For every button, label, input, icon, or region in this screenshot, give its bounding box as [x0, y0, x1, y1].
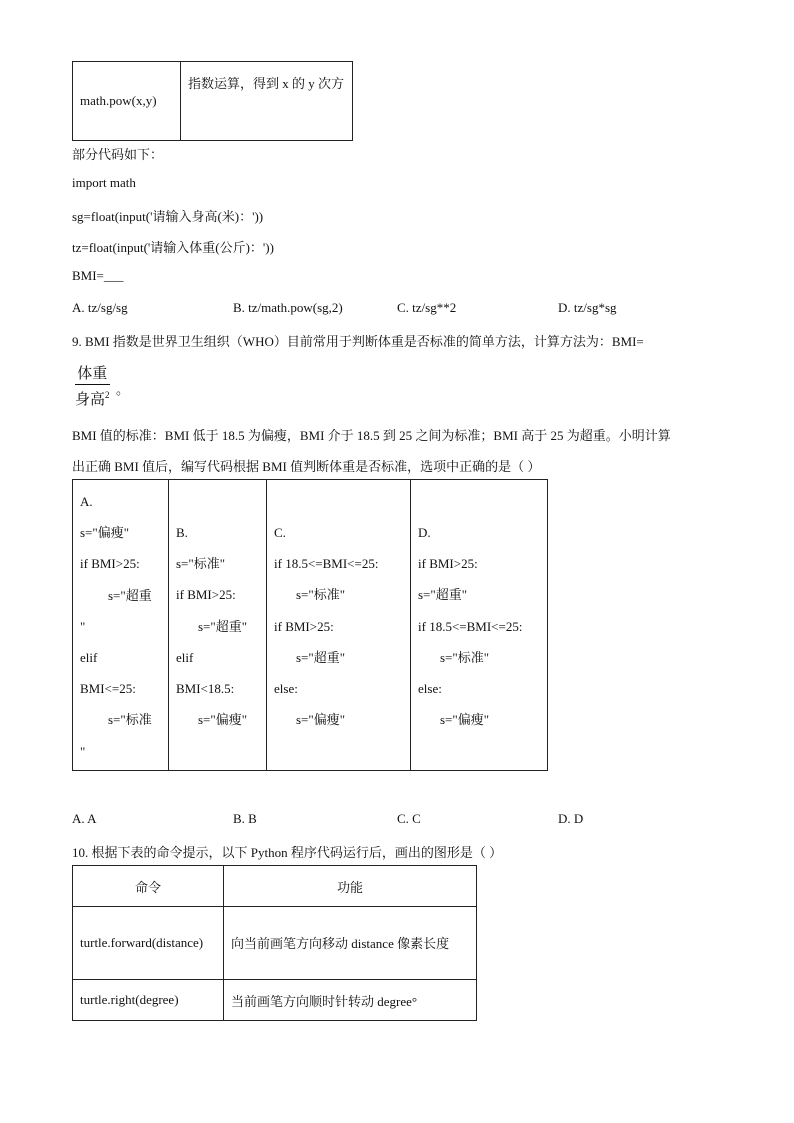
q8-option-c: C. tz/sg**2 — [397, 300, 457, 315]
formula-denominator: 身高$^2$ — [75, 390, 110, 408]
q9-answer-c: C. C — [397, 811, 421, 826]
code-line-3: tz=float(input('请输入体重(公斤)：')) — [72, 240, 274, 255]
code-line-2: sg=float(input('请输入身高(米)：')) — [72, 209, 264, 224]
option-cell-a — [73, 480, 169, 771]
formula-end: 。 — [116, 382, 130, 397]
cell-func-forward: 向当前画笔方向移动 distance 像素长度 — [224, 907, 477, 980]
opt-d-line: D. — [418, 525, 431, 540]
table-cell-desc: 指数运算，得到 x 的 y 次方 — [181, 62, 353, 141]
opt-a-line: BMI<=25: — [80, 681, 136, 697]
bmi-formula — [75, 364, 110, 410]
opt-c-line: C. — [274, 525, 286, 540]
opt-b-line: s="标准" — [176, 556, 226, 572]
code-line-4: BMI=___ — [72, 268, 124, 283]
opt-b-line: BMI<18.5: — [176, 681, 235, 697]
opt-b-line: s="偏瘦" — [198, 712, 248, 728]
table-row — [73, 480, 548, 771]
options-table — [72, 479, 548, 771]
cell-cmd-forward: turtle.forward(distance) — [73, 907, 224, 980]
cell-cmd-right: turtle.right(degree) — [73, 980, 224, 1021]
code-line-1: import math — [72, 175, 136, 190]
q8-option-a: A. tz/sg/sg — [72, 300, 128, 315]
opt-d-line: if 18.5<=BMI<=25: — [418, 618, 523, 634]
opt-c-line: if 18.5<=BMI<=25: — [274, 556, 379, 572]
opt-a-line: s="偏瘦" — [80, 525, 130, 541]
opt-b-line: elif — [176, 649, 194, 665]
q9-line-3: 出正确 BMI 值后，编写代码根据 BMI 值判断体重是否标准，选项中正确的是（ ） — [72, 459, 541, 474]
q9-answer-b: B. B — [233, 811, 257, 826]
opt-c-line: s="偏瘦" — [296, 712, 346, 728]
q8-option-d: D. tz/sg*sg — [558, 300, 617, 315]
header-command: 命令 — [73, 866, 224, 907]
opt-d-line: s="偏瘦" — [440, 712, 490, 728]
header-function: 功能 — [224, 866, 477, 907]
opt-a-line: " — [80, 743, 86, 759]
q8-option-b: B. tz/math.pow(sg,2) — [233, 300, 343, 315]
option-cell-b — [169, 480, 267, 771]
opt-a-line: s="超重 — [108, 587, 152, 603]
opt-c-line: s="标准" — [296, 587, 346, 603]
opt-a-line: " — [80, 618, 86, 634]
function-table — [72, 61, 353, 141]
opt-d-line: s="超重" — [418, 587, 468, 603]
q9-answer-a: A. A — [72, 811, 97, 826]
opt-a-line: if BMI>25: — [80, 556, 140, 572]
opt-a-line: A. — [80, 494, 93, 509]
q9-answer-d: D. D — [558, 811, 584, 826]
opt-c-line: else: — [274, 681, 298, 697]
opt-b-line: s="超重" — [198, 618, 248, 634]
formula-numerator: 体重 — [75, 364, 110, 385]
table-header-row — [73, 866, 477, 907]
opt-b-line: if BMI>25: — [176, 587, 236, 603]
table-row — [73, 980, 477, 1021]
command-table — [72, 865, 477, 1021]
option-cell-d — [411, 480, 548, 771]
opt-c-line: if BMI>25: — [274, 618, 334, 634]
table-row — [73, 62, 353, 141]
opt-d-line: else: — [418, 681, 442, 697]
code-intro: 部分代码如下： — [72, 147, 164, 162]
cell-func-right: 当前画笔方向顺时针转动 degree° — [224, 980, 477, 1021]
opt-c-line: s="超重" — [296, 649, 346, 665]
table-cell-func: math.pow(x,y) — [73, 62, 181, 141]
opt-b-line: B. — [176, 525, 188, 540]
table-row — [73, 907, 477, 980]
opt-d-line: s="标准" — [440, 649, 490, 665]
opt-a-line: s="标准 — [108, 712, 152, 728]
q9-line-2: BMI 值的标准：BMI 低于 18.5 为偏瘦，BMI 介于 18.5 到 25 之间为标准；BMI 高于 25 为超重。小明计算 — [72, 428, 671, 443]
formula-exponent: 2 — [105, 390, 110, 400]
opt-d-line: if BMI>25: — [418, 556, 478, 572]
opt-a-line: elif — [80, 650, 98, 666]
q9-stem: 9. BMI 指数是世界卫生组织（WHO）目前常用于判断体重是否标准的简单方法，计算方法为：BMI= — [72, 334, 644, 349]
option-cell-c — [267, 480, 411, 771]
q10-stem: 10. 根据下表的命令提示，以下 Python 程序代码运行后，画出的图形是（ ） — [72, 845, 503, 860]
